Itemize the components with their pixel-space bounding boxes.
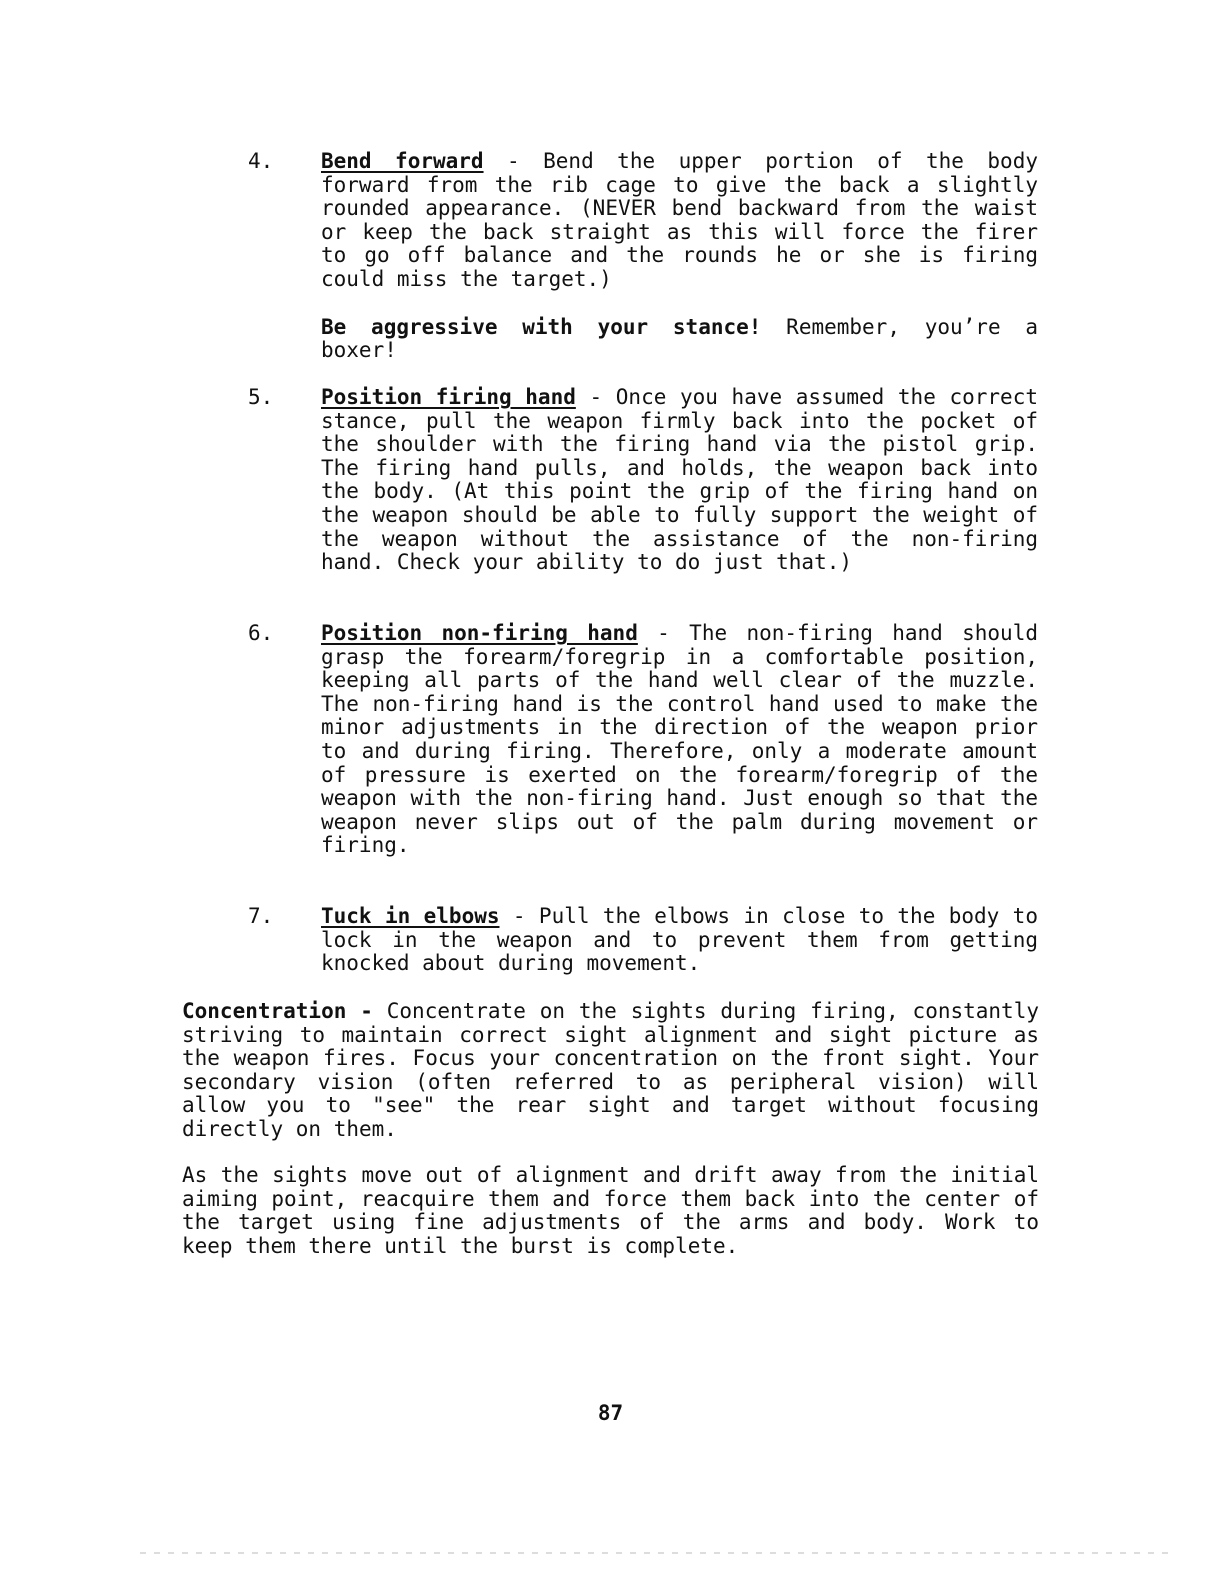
item-number: 6. (248, 621, 274, 645)
item-title: Bend forward (321, 149, 484, 173)
list-item-5 (248, 386, 1038, 575)
item-text: The non-firing hand should grasp the forearm/foregrip in a comfortable position, keeping all parts of the hand well clear of the muzzle. The non-firing hand is the control hand used to make the minor adjustments in the direction of the weapon prior to and during firing. Therefore, only a moderate amount of pressure is exerted on the forearm/foregrip of the weapon with the non-firing hand. Just enough so that the weapon never slips out of the palm during movement or firing. (321, 621, 1038, 858)
item-separator: - (499, 904, 539, 928)
item-title: Position non-firing hand (321, 621, 638, 645)
item-title: Position firing hand (321, 385, 576, 409)
item-title: Tuck in elbows (321, 904, 500, 928)
closing-paragraph: As the sights move out of alignment and drift away from the initial aiming point, reacquire them and force them back into the center of the target using fine adjustments of the arms and body. Work to keep them there until the burst is complete. (182, 1163, 1039, 1258)
item-text: Bend the upper portion of the body forward from the rib cage to give the back a slightly rounded appearance. (NEVER bend backward from the waist or keep the back straight as this will force the firer to go off balance and the rounds he or she is firing could miss the target.) (321, 149, 1038, 291)
list-item-6 (248, 622, 1038, 858)
item-separator: - (637, 621, 690, 645)
item-note-bold: Be aggressive with your stance! (321, 314, 762, 339)
item-body (321, 622, 1038, 858)
item-text: Pull the elbows in close to the body to lock in the weapon and to prevent them from getting knocked about during movement. (321, 904, 1038, 976)
scan-edge-artifact (140, 1552, 1170, 1554)
item-separator: - (575, 385, 616, 409)
item-number: 4. (248, 149, 274, 173)
list-item-4 (248, 150, 1038, 363)
item-text: Once you have assumed the correct stance, pull the weapon firmly back into the pocket of the shoulder with the firing hand via the pistol grip. The firing hand pulls, and holds, the weapon back into the body. (At this point the grip of the firing hand on the weapon should be able to fully support the weight of the weapon without the assistance of the non-firing hand. Check your ability to do just that.) (321, 385, 1038, 575)
item-body (321, 150, 1038, 292)
item-body (321, 386, 1038, 575)
item-number: 7. (248, 904, 274, 928)
item-number: 5. (248, 385, 274, 409)
concentration-label: Concentration - (182, 999, 373, 1023)
item-note (321, 316, 1038, 363)
item-note-text: Remember, you’re a boxer! (321, 314, 1039, 363)
item-body (321, 905, 1038, 976)
list-item-7 (248, 905, 1038, 976)
concentration-text: Concentrate on the sights during firing, constantly striving to maintain correct sight alignment and sight picture as the weapon fires. Focus your concentration on the front sight. Your secondary vision (often referred to as peripheral vision) will allow you to "see" the rear sight and target without focusing directly on them. (182, 999, 1039, 1141)
item-separator: - (483, 149, 544, 173)
concentration-paragraph (182, 1000, 1039, 1142)
page-number: 87 (597, 1401, 624, 1425)
